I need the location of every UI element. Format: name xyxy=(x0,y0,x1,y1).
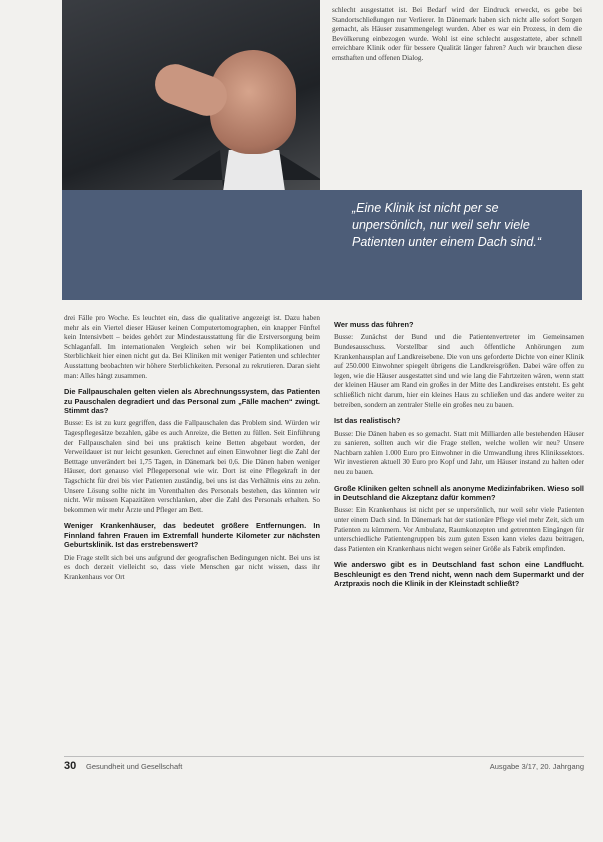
body-paragraph: Busse: Zunächst der Bund und die Patientenvertreter im Gemeinsamen Bundesausschuss. Vorstellbar sind auch öffentliche Anhörungen zum Krankenhausplan auf Landkreisebene. Die von uns geforderte Dichte von einer Klinik auf 250.000 Einwohner spiegelt übrigens die Landkreisgrößen. Dabei wäre offen zu legen, wie die Häuser ausgestattet sind und wie lang die Fahrtzeiten wären, wenn statt der kleinen Häuser am Rand ein großes in der Mitte des Landkreises entsteht. Es geht schließlich nicht darum, hier ein kleines Haus zu schließen und das andere weiter zu betreiben, sondern an zentraler Stelle ein großes neu zu bauen. xyxy=(334,333,584,409)
left-column xyxy=(64,314,320,754)
page-number: 30 xyxy=(64,760,77,772)
body-paragraph: Busse: Ein Krankenhaus ist nicht per se unpersönlich, nur weil sehr viele Patienten unter einem Dach sind. In Dänemark hat der stationäre Pflege viel mehr Zeit, sich um Patienten zu kümmern. Vor Ambulanz, Raumkonzepten und getrennten Eingängen für unterschiedliche Patientengruppen bis zum guten Essen kann vieles dazu beitragen, dass Patienten ein Krankenhaus nicht wegen seiner Größe als Fabrik empfinden. xyxy=(334,506,584,553)
portrait-photo-overlay xyxy=(62,0,320,300)
question-heading: Ist das realistisch? xyxy=(334,416,401,426)
question-heading: Große Kliniken gelten schnell als anonyme Medizinfabriken. Wieso soll in Deutschland die Akzeptanz dafür kommen? xyxy=(334,483,584,502)
pullquote: „Eine Klinik ist nicht per se unpersönlich, nur weil sehr viele Patienten unter einem Dach sind.“ xyxy=(352,201,541,249)
top-paragraph: schlecht ausgestattet ist. Bei Bedarf wird der Eindruck erweckt, es gebe bei Standortschließungen nur Verlierer. In Dänemark haben sich nicht alle sofort Sorgen gemacht, als Häuser zusammengelegt wurden. Aber es war ein Prozess, in dem die Bevölkerung einbezogen wurde. Wohl ist eine schlecht ausgestattete, aber schnell erreichbare Klinik oder für bessere Qualität länger fahren? Auch wir brauchen diese ernsthaften und offenen Dialog. xyxy=(332,6,582,62)
body-paragraph: Busse: Es ist zu kurz gegriffen, dass die Fallpauschalen das Problem sind. Würden wir Tagespflegesätze bezahlen, gäbe es auch Anreize, die Betten zu füllen. Seit Einführung der Fallpauschalen sind bei uns praktisch keine Betten abgebaut worden, der Verweildauer ist nur leicht gesunken. Gerechnet auf einen Einwohner liegt die Zahl der Betttage unverändert bei 1,75 Tagen, in Dänemark bei 0,6. Die Dänen haben weniger Häuser, dort genauso viel Pflegepersonal wie wir. Dort ist eine Pflegekraft in der Tagschicht für drei bis vier Patienten zuständig, bei uns ist das Verhältnis eins zu zehn. Unsere Lösung sollte nicht im Vorenthalten des Personals bestehen, das könnten wir nicht. Wir müssen Kapazitäten verschlanken, aber die Zahl des Personals erhalten. So bekommen wir mehr Ärzte und Pfleger am Bett. xyxy=(64,419,320,514)
question-heading: Wer muss das führen? xyxy=(334,320,414,329)
body-paragraph: Die Frage stellt sich bei uns aufgrund der geografischen Bedingungen nicht. Bei uns ist es doch derzeit vielleicht so, dass viele Menschen gar nicht wissen, dass ihr Krankenhaus vor Ort xyxy=(64,553,320,581)
section-name: Gesundheit und Gesellschaft xyxy=(86,762,183,771)
body-paragraph: drei Fälle pro Woche. Es leuchtet ein, dass die qualitative angezeigt ist. Dazu haben mehr als ein Viertel dieser Häuser keinen Computertomographen, ein knapper Fünftel kein Intensivbett – beides gehört zur Mindestausstattung für die Erstversorgung beim Schlaganfall. Im internationalen Vergleich sehen wir bei Komplikationen und Sterblichkeit hier einen nicht gut da. Bei Kliniken mit weniger Patienten und schlechter Ausstattung beobachten wir höhere Sterblichkeiten. Personal zu rekrutieren. Daran sieht man: Alles hängt zusammen. xyxy=(64,314,320,380)
issue-info: Ausgabe 3/17, 20. Jahrgang xyxy=(489,762,584,771)
question-heading: Die Fallpauschalen gelten vielen als Abrechnungssystem, das Patienten zu Pauschalen degradiert und das Personal zum „Fälle machen“ zwingt. Stimmt das? xyxy=(64,387,320,415)
body-paragraph: Busse: Die Dänen haben es so gemacht. Statt mit Milliarden alle bestehenden Häuser zu sanieren, sollten auch wir die Frage stellen, welche wollen wir neu? Unsere Nachbarn zahlen 1.000 Euro pro Einwohner in die Umwandlung ihres Klinikssektors. Wir investieren aktuell 30 Euro pro Kopf und Jahr, um Häuser instand zu halten oder neu zu bauen. xyxy=(334,429,584,476)
right-column xyxy=(334,314,584,754)
page-footer xyxy=(64,756,584,773)
top-right-text xyxy=(332,6,582,174)
question-heading: Wie anderswo gibt es in Deutschland fast schon eine Landflucht. Beschleunigt es den Trend nicht, wenn nach dem Supermarkt und der Arztpraxis noch die Klinik in der Kleinstadt schließt? xyxy=(334,560,584,589)
question-heading: Weniger Krankenhäuser, das bedeutet größere Entfernungen. In Finnland fahren Frauen im Extremfall hunderte Kilometer zur nächsten Geburtsklinik. Ist das erstrebenswert? xyxy=(64,521,320,550)
